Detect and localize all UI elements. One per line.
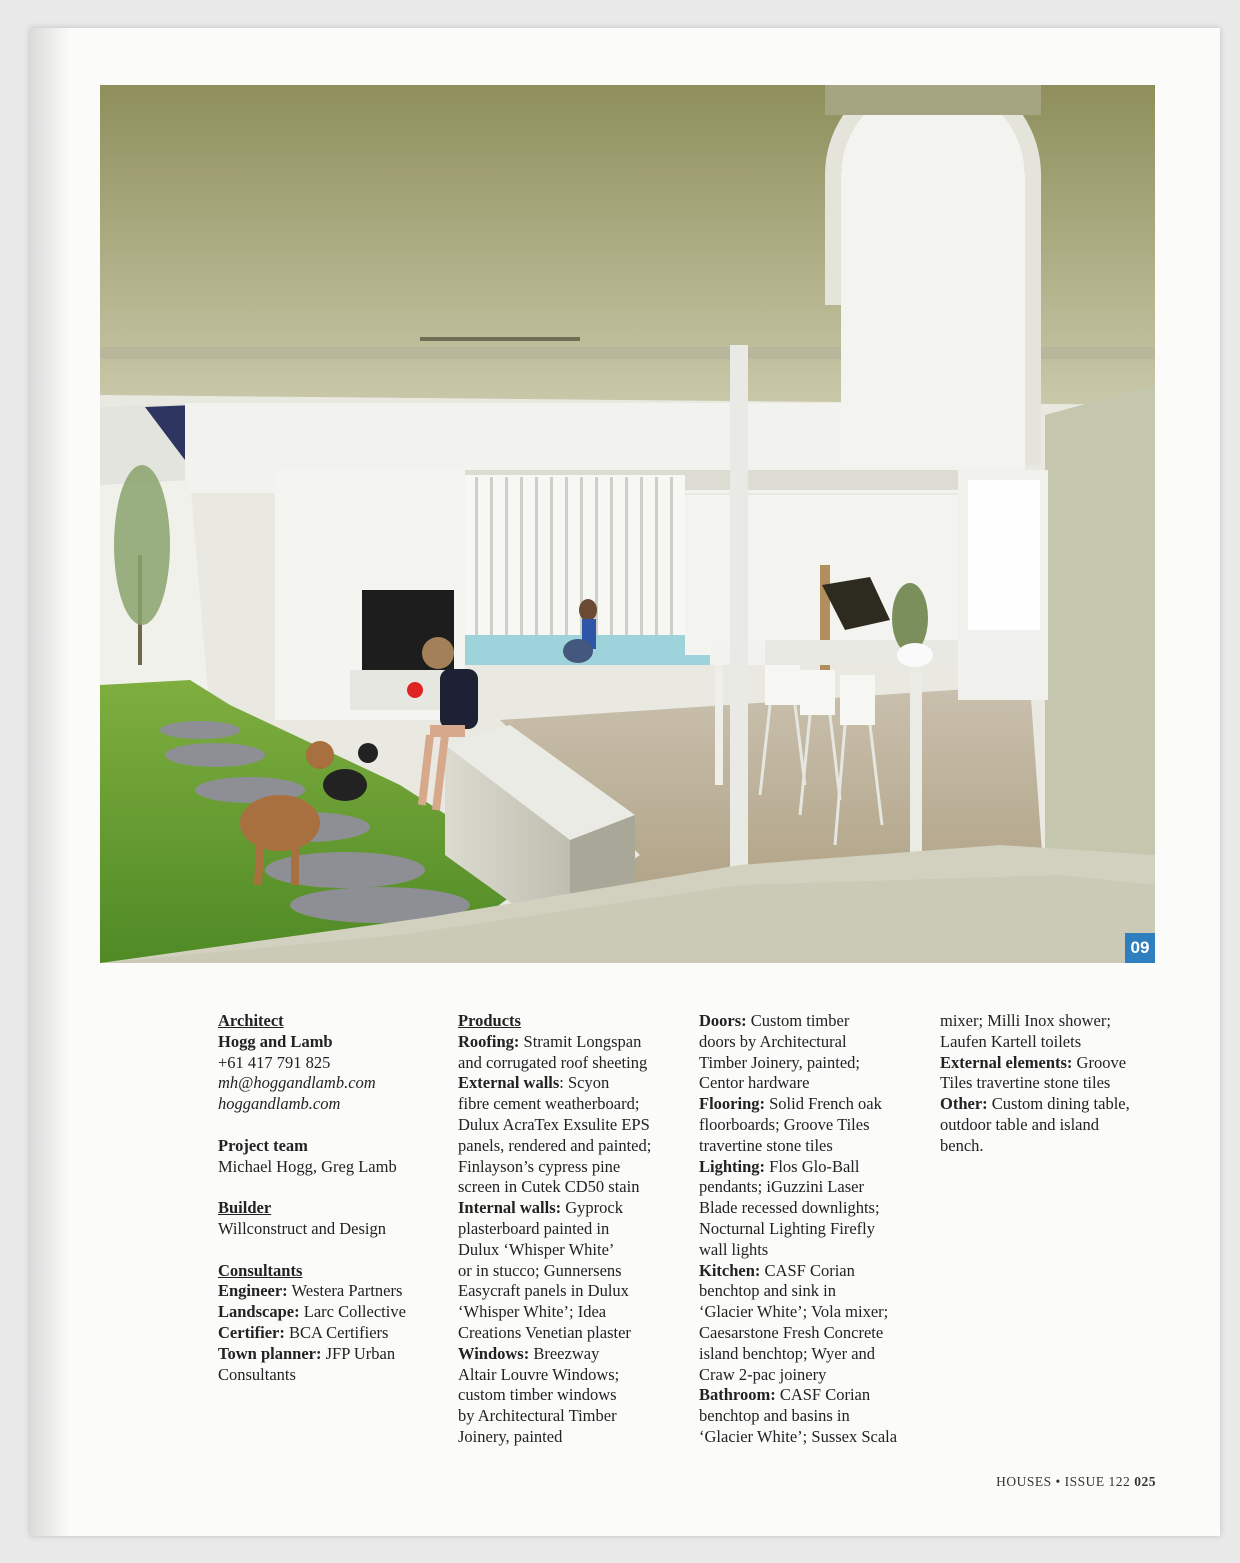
product-text: Custom dining table, <box>987 1094 1130 1114</box>
architect-heading: Architect <box>218 1011 284 1030</box>
product-text: plasterboard painted in <box>458 1218 610 1238</box>
folio-separator: • <box>1051 1474 1065 1489</box>
product-line <box>699 1365 929 1386</box>
product-text: Breezway <box>529 1343 600 1363</box>
project-team-members: Michael Hogg, Greg Lamb <box>218 1156 397 1176</box>
product-text: mixer; Milli Inox shower; <box>940 1011 1111 1030</box>
product-line <box>699 1240 929 1261</box>
product-text: Nocturnal Lighting Firefly <box>699 1218 875 1238</box>
product-line <box>699 1073 929 1094</box>
product-text: by Architectural Timber <box>458 1406 617 1426</box>
product-line <box>699 1406 929 1427</box>
product-text: island benchtop; Wyer and <box>699 1343 876 1363</box>
product-line <box>699 1094 929 1115</box>
product-text: Altair Louvre Windows; <box>458 1364 620 1384</box>
product-line <box>699 1323 929 1344</box>
consultant-engineer <box>218 1281 448 1302</box>
product-text: Dulux AcraTex Exsulite EPS <box>458 1114 650 1134</box>
product-line <box>699 1115 929 1136</box>
product-text: Flos Glo-Ball <box>765 1156 860 1176</box>
product-text: or in stucco; Gunnersens <box>458 1260 622 1280</box>
product-line <box>458 1302 688 1323</box>
page-number: 025 <box>1134 1474 1156 1489</box>
product-line <box>940 1073 1160 1094</box>
product-line <box>699 1136 929 1157</box>
town-planner-value-cont: Consultants <box>218 1364 296 1384</box>
builder-name: Willconstruct and Design <box>218 1218 386 1238</box>
product-line <box>458 1240 688 1261</box>
product-text: Gyprock <box>561 1198 623 1218</box>
product-line <box>458 1157 688 1178</box>
product-line <box>699 1157 929 1178</box>
product-text: doors by Architectural <box>699 1031 847 1051</box>
products-column-3 <box>940 1011 1160 1157</box>
product-category-label: Kitchen: <box>699 1260 761 1280</box>
product-line <box>699 1302 929 1323</box>
product-text: Dulux ‘Whisper White’ <box>458 1239 615 1259</box>
product-text: panels, rendered and painted; <box>458 1135 652 1155</box>
product-line <box>699 1281 929 1302</box>
product-line <box>940 1053 1160 1074</box>
product-line <box>458 1136 688 1157</box>
architect-email: mh@hoggandlamb.com <box>218 1073 376 1093</box>
product-line <box>699 1032 929 1053</box>
product-text: and corrugated roof sheeting <box>458 1052 648 1072</box>
product-text: Easycraft panels in Dulux <box>458 1281 629 1301</box>
product-line <box>458 1281 688 1302</box>
product-category-label: Roofing: <box>458 1031 520 1051</box>
product-text: ‘Glacier White’; Sussex Scala <box>699 1426 898 1446</box>
product-category-label: External elements: <box>940 1052 1073 1072</box>
photo-illustration <box>100 85 1155 963</box>
product-line <box>458 1094 688 1115</box>
engineer-label: Engineer: <box>218 1281 288 1301</box>
consultants-heading: Consultants <box>218 1260 303 1280</box>
builder-heading: Builder <box>218 1198 272 1218</box>
product-category-label: Windows: <box>458 1343 530 1363</box>
product-line <box>940 1115 1160 1136</box>
page-gutter-shadow <box>30 28 70 1536</box>
products-column-1 <box>458 1011 688 1448</box>
product-line <box>458 1177 688 1198</box>
product-line <box>458 1261 688 1282</box>
product-text: Tiles travertine stone tiles <box>940 1073 1111 1093</box>
architect-name: Hogg and Lamb <box>218 1031 333 1051</box>
product-text: Laufen Kartell toilets <box>940 1031 1082 1051</box>
products-lines-1 <box>458 1032 688 1448</box>
product-category-label: Lighting: <box>699 1156 766 1176</box>
product-text: ‘Glacier White’; Vola mixer; <box>699 1302 889 1322</box>
product-text: Stramit Longspan <box>519 1031 642 1051</box>
credits-column <box>218 1011 448 1385</box>
product-text: Caesarstone Fresh Concrete <box>699 1322 884 1342</box>
project-team-heading: Project team <box>218 1135 308 1155</box>
architect-phone: +61 417 791 825 <box>218 1052 331 1072</box>
product-line <box>458 1053 688 1074</box>
product-text: bench. <box>940 1135 984 1155</box>
product-text: custom timber windows <box>458 1385 617 1405</box>
product-text: Joinery, painted <box>458 1426 563 1446</box>
product-category-label: Bathroom: <box>699 1385 776 1405</box>
magazine-name: HOUSES <box>996 1474 1052 1489</box>
product-text: fibre cement weatherboard; <box>458 1094 640 1114</box>
product-line <box>458 1032 688 1053</box>
product-line <box>699 1011 929 1032</box>
product-text: CASF Corian <box>775 1385 871 1405</box>
product-line <box>699 1053 929 1074</box>
architect-website: hoggandlamb.com <box>218 1094 341 1114</box>
page-folio <box>996 1474 1156 1490</box>
products-column-2 <box>699 1011 929 1448</box>
issue-number: ISSUE 122 <box>1064 1474 1131 1489</box>
product-line <box>458 1073 688 1094</box>
product-text: floorboards; Groove Tiles <box>699 1114 870 1134</box>
product-line <box>699 1385 929 1406</box>
product-line <box>940 1094 1160 1115</box>
consultant-town-planner <box>218 1344 448 1365</box>
product-text: : Scyon <box>559 1073 610 1093</box>
products-lines-2 <box>699 1011 929 1448</box>
product-text: CASF Corian <box>760 1260 855 1280</box>
product-text: Blade recessed downlights; <box>699 1198 880 1218</box>
product-line <box>458 1406 688 1427</box>
product-text: outdoor table and island <box>940 1114 1100 1134</box>
product-line <box>699 1177 929 1198</box>
product-line <box>940 1032 1160 1053</box>
product-text: Custom timber <box>746 1011 850 1030</box>
product-text: pendants; iGuzzini Laser <box>699 1177 864 1197</box>
product-line <box>699 1344 929 1365</box>
product-text: benchtop and sink in <box>699 1281 837 1301</box>
product-line <box>458 1344 688 1365</box>
products-heading: Products <box>458 1011 521 1030</box>
magazine-page <box>30 28 1220 1536</box>
town-planner-label: Town planner: <box>218 1343 322 1363</box>
product-text: Finlayson’s cypress pine <box>458 1156 621 1176</box>
photo-number-badge: 09 <box>1125 933 1155 963</box>
product-line <box>458 1219 688 1240</box>
product-category-label: Internal walls: <box>458 1198 562 1218</box>
certifier-label: Certifier: <box>218 1322 285 1342</box>
product-line <box>458 1365 688 1386</box>
product-text: Groove <box>1072 1052 1127 1072</box>
product-category-label: Other: <box>940 1094 988 1114</box>
product-line <box>458 1427 688 1448</box>
product-line <box>940 1011 1160 1032</box>
product-line <box>940 1136 1160 1157</box>
product-category-label: Doors: <box>699 1011 747 1030</box>
product-text: Timber Joinery, painted; <box>699 1052 861 1072</box>
product-text: ‘Whisper White’; Idea <box>458 1302 607 1322</box>
product-text: screen in Cutek CD50 stain <box>458 1177 640 1197</box>
landscape-value: Larc Collective <box>299 1302 406 1322</box>
product-text: benchtop and basins in <box>699 1406 850 1426</box>
product-line <box>699 1219 929 1240</box>
product-text: wall lights <box>699 1239 769 1259</box>
product-text: travertine stone tiles <box>699 1135 833 1155</box>
consultant-certifier <box>218 1323 448 1344</box>
product-line <box>699 1427 929 1448</box>
house-photo <box>100 85 1155 963</box>
landscape-label: Landscape: <box>218 1302 300 1322</box>
product-line <box>458 1385 688 1406</box>
product-line <box>699 1261 929 1282</box>
town-planner-value: JFP Urban <box>321 1343 396 1363</box>
product-category-label: External walls <box>458 1073 560 1093</box>
product-text: Centor hardware <box>699 1073 810 1093</box>
product-line <box>458 1198 688 1219</box>
product-line <box>458 1323 688 1344</box>
product-line <box>699 1198 929 1219</box>
consultant-landscape <box>218 1302 448 1323</box>
product-text: Creations Venetian plaster <box>458 1322 631 1342</box>
product-text: Craw 2-pac joinery <box>699 1364 827 1384</box>
product-category-label: Flooring: <box>699 1094 765 1114</box>
engineer-value: Westera Partners <box>287 1281 403 1301</box>
product-text: Solid French oak <box>765 1094 882 1114</box>
product-line <box>458 1115 688 1136</box>
products-lines-3 <box>940 1011 1160 1157</box>
certifier-value: BCA Certifiers <box>284 1322 389 1342</box>
